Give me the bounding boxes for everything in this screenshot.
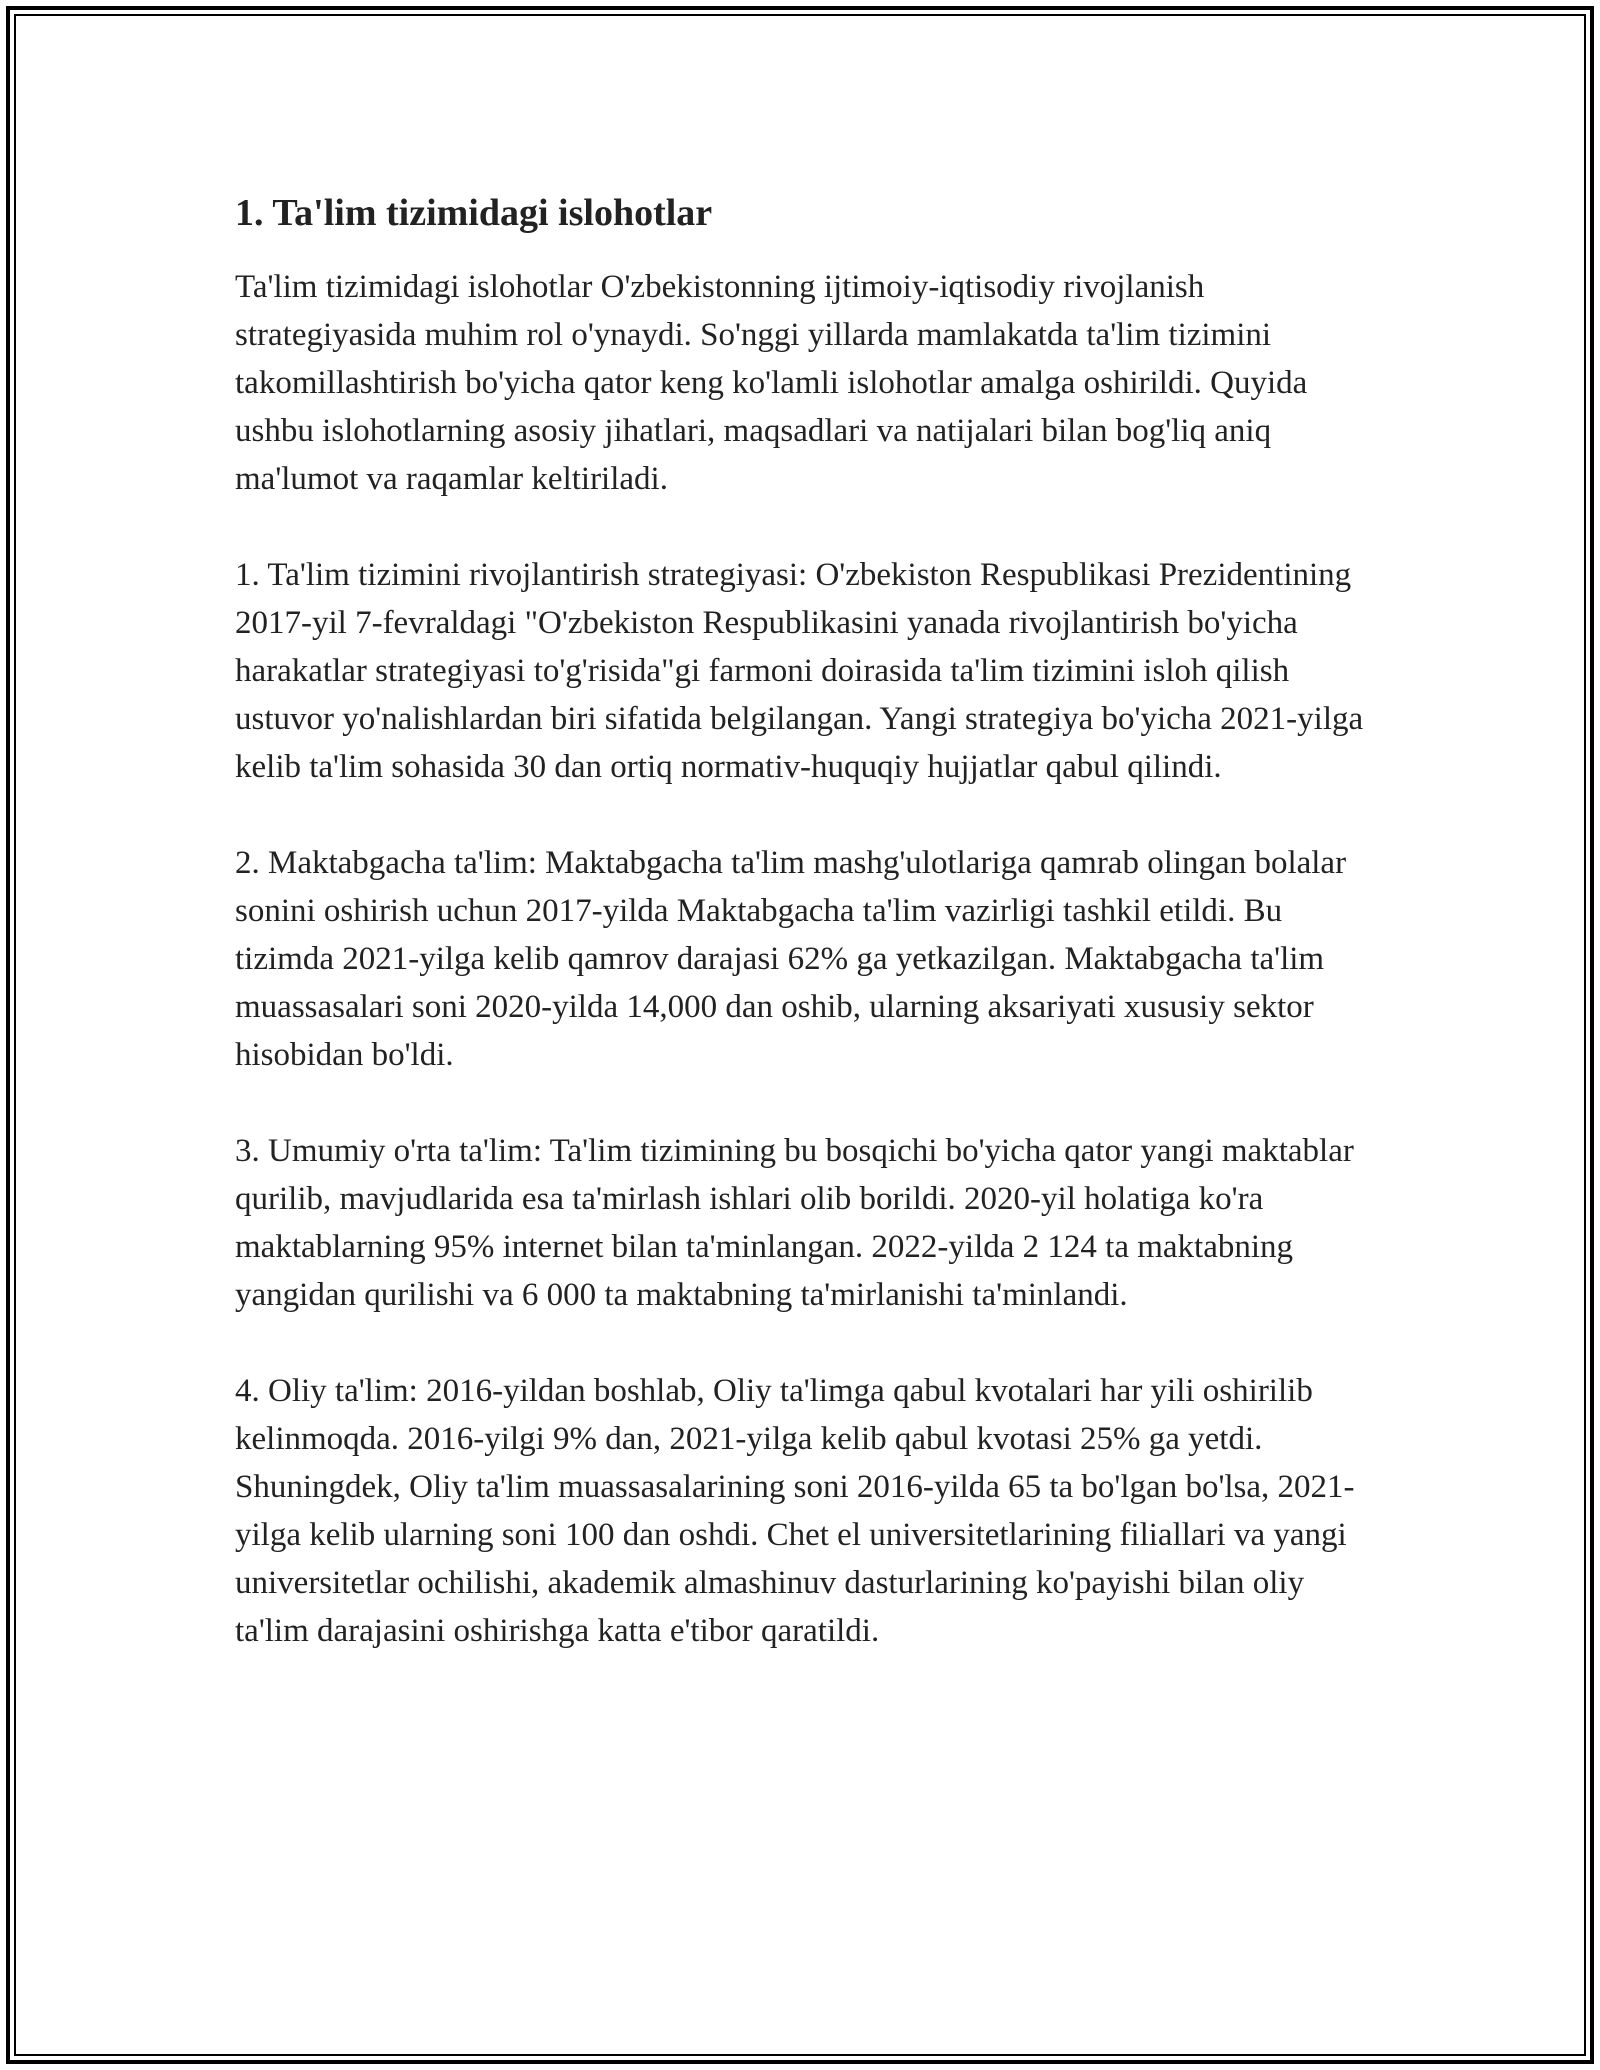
intro-paragraph: Ta'lim tizimidagi islohotlar O'zbekistonning ijtimoiy-iqtisodiy rivojlanish strategiyasida muhim rol o'ynaydi. So'nggi yillarda mamlakatda ta'lim tizimini takomillashtirish bo'yicha qator keng ko'lamli islohotlar amalga oshirildi. Quyida ushbu islohotlarning asosiy jihatlari, maqsadlari va natijalari bilan bog'liq aniq ma'lumot va raqamlar keltiriladi. [235, 269, 1308, 497]
preschool-paragraph: 2. Maktabgacha ta'lim: Maktabgacha ta'lim mashg'ulotlariga qamrab olingan bolalar sonini oshirish uchun 2017-yilda Maktabgacha ta'lim vazirligi tashkil etildi. Bu tizimda 2021-yilga kelib qamrov darajasi 62% ga yetkazilgan. Maktabgacha ta'lim muassasalari soni 2020-yilda 14,000 dan oshib, ularning aksariyati xususiy sektor hisobidan bo'ldi. [235, 845, 1347, 1073]
strategy-paragraph: 1. Ta'lim tizimini rivojlantirish strategiyasi: O'zbekiston Respublikasi Prezidentining 2017-yil 7-fevraldagi "O'zbekiston Respublikasini yanada rivojlantirish bo'yicha harakatlar strategiyasi to'g'risida"gi farmoni doirasida ta'lim tizimini isloh qilish ustuvor yo'nalishlardan biri sifatida belgilangan. Yangi strategiya bo'yicha 2021-yilga kelib ta'lim sohasida 30 dan ortiq normativ-huquqiy hujjatlar qabul qilindi. [235, 557, 1364, 785]
section-heading: 1. Ta'lim tizimidagi islohotlar [235, 192, 713, 234]
secondary-education-paragraph: 3. Umumiy o'rta ta'lim: Ta'lim tizimining bu bosqichi bo'yicha qator yangi maktablar qurilib, mavjudlarida esa ta'mirlash ishlari olib borildi. 2020-yil holatiga ko'ra maktablarning 95% internet bilan ta'minlangan. 2022-yilda 2 124 ta maktabning yangidan qurilishi va 6 000 ta maktabning ta'mirlanishi ta'minlandi. [235, 1133, 1354, 1313]
document-body [235, 185, 1375, 1655]
higher-education-paragraph: 4. Oliy ta'lim: 2016-yildan boshlab, Oliy ta'limga qabul kvotalari har yili oshirilib kelinmoqda. 2016-yilgi 9% dan, 2021-yilga kelib qabul kvotasi 25% ga yetdi. Shuningdek, Oliy ta'lim muassasalarining soni 2016-yilda 65 ta bo'lgan bo'lsa, 2021-yilga kelib ularning soni 100 dan oshdi. Chet el universitetlarining filiallari va yangi universitetlar ochilishi, akademik almashinuv dasturlarining ko'payishi bilan oliy ta'lim darajasini oshirishga katta e'tibor qaratildi. [235, 1373, 1355, 1649]
